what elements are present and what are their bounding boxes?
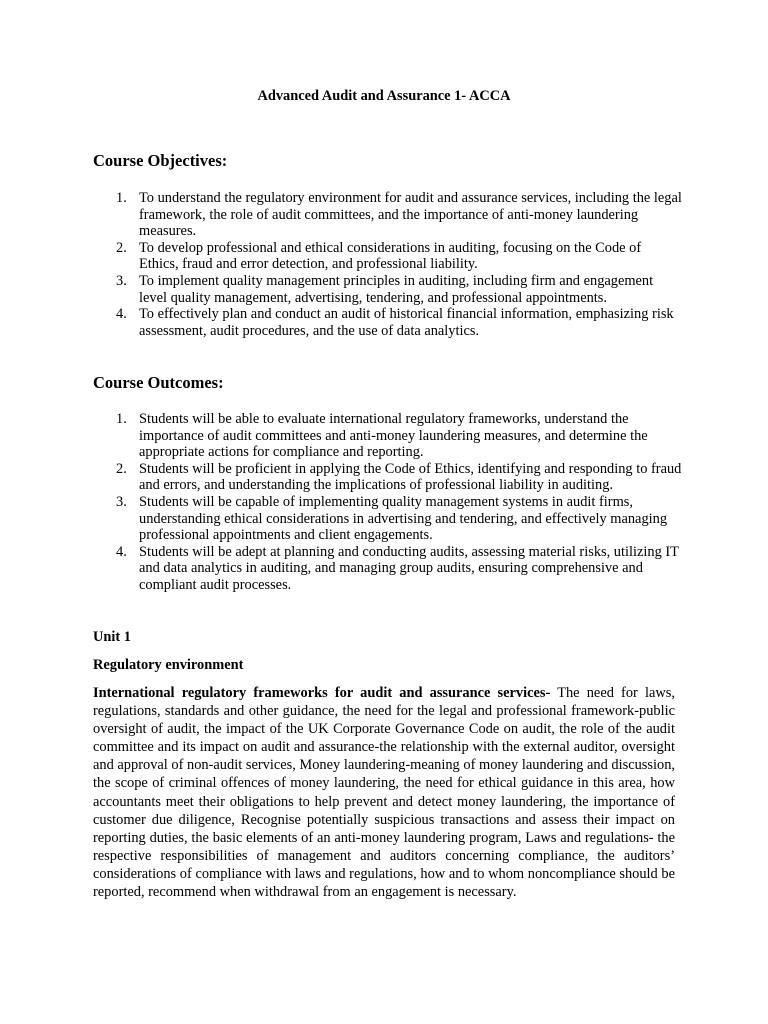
outcomes-heading: Course Outcomes: bbox=[93, 373, 224, 392]
list-number: 1. bbox=[116, 411, 127, 427]
outcomes-list bbox=[93, 411, 683, 594]
list-item bbox=[93, 240, 683, 273]
unit-subheading: Regulatory environment bbox=[93, 657, 244, 673]
list-item-text: To understand the regulatory environment for audit and assurance services, including the legal framework, the role of audit committees, and the importance of anti-money laundering measures. bbox=[139, 190, 682, 240]
list-number: 4. bbox=[116, 543, 127, 560]
list-number: 2. bbox=[116, 460, 127, 477]
objectives-list bbox=[93, 190, 683, 339]
list-item bbox=[93, 544, 683, 594]
paragraph-lead: International regulatory frameworks for audit and assurance services- bbox=[93, 685, 551, 701]
list-item-text: To develop professional and ethical considerations in auditing, focusing on the Code of Ethics, fraud and error detection, and professional liability. bbox=[139, 239, 642, 273]
list-item-text: Students will be adept at planning and conducting audits, assessing material risks, utilizing IT and data analytics in auditing, and managing group audits, ensuring comprehensive and compliant audit processes. bbox=[139, 543, 679, 593]
document-title: Advanced Audit and Assurance 1- ACCA bbox=[257, 88, 511, 104]
unit-paragraph bbox=[93, 684, 675, 901]
list-item-text: Students will be capable of implementing quality management systems in audit firms, understanding ethical considerations in advertising and tendering, and effectively managing professional appointments and client engagements. bbox=[139, 493, 668, 544]
list-number: 1. bbox=[116, 190, 127, 206]
list-number: 3. bbox=[116, 272, 127, 289]
paragraph-body: The need for laws, regulations, standards and other guidance, the need for the legal and professional framework-public oversight of audit, the impact of the UK Corporate Governance Code on audit, the role of the audit committee and its impact on audit and assurance-the relationship with the external auditor, oversight and approval of non-audit services, Money laundering-meaning of money laundering and discussion, the scope of criminal offences of money laundering, the need for ethical guidance in this area, how accountants meet their obligations to help prevent and detect money laundering, the importance of customer due diligence, Recognise potentially suspicious transactions and assess their impact on reporting duties, the basic elements of an anti-money laundering program, Laws and regulations- the respective responsibilities of management and auditors concerning compliance, the auditors’ considerations of compliance with laws and regulations, how and to whom noncompliance should be reported, recommend when withdrawal from an engagement is necessary. bbox=[93, 685, 675, 901]
list-item bbox=[93, 461, 683, 494]
list-item-text: To effectively plan and conduct an audit of historical financial information, emphasizing risk assessment, audit procedures, and the use of data analytics. bbox=[139, 306, 674, 339]
list-item bbox=[93, 411, 683, 461]
list-item bbox=[93, 494, 683, 544]
list-item bbox=[93, 273, 683, 306]
list-item bbox=[93, 306, 683, 339]
list-item bbox=[93, 190, 683, 240]
objectives-heading: Course Objectives: bbox=[93, 151, 228, 170]
list-number: 2. bbox=[116, 239, 127, 256]
list-item-text: Students will be proficient in applying the Code of Ethics, identifying and responding to fraud and errors, and understanding the implications of professional liability in auditing. bbox=[139, 460, 682, 494]
list-item-text: To implement quality management principles in auditing, including firm and engagement level quality management, advertising, tendering, and professional appointments. bbox=[139, 272, 654, 306]
list-number: 3. bbox=[116, 493, 127, 510]
unit-label: Unit 1 bbox=[93, 629, 131, 645]
list-item-text: Students will be able to evaluate international regulatory frameworks, understand the importance of audit committees and anti-money laundering measures, and determine the appropriate actions for compliance and reporting. bbox=[139, 411, 648, 461]
list-number: 4. bbox=[116, 306, 127, 323]
